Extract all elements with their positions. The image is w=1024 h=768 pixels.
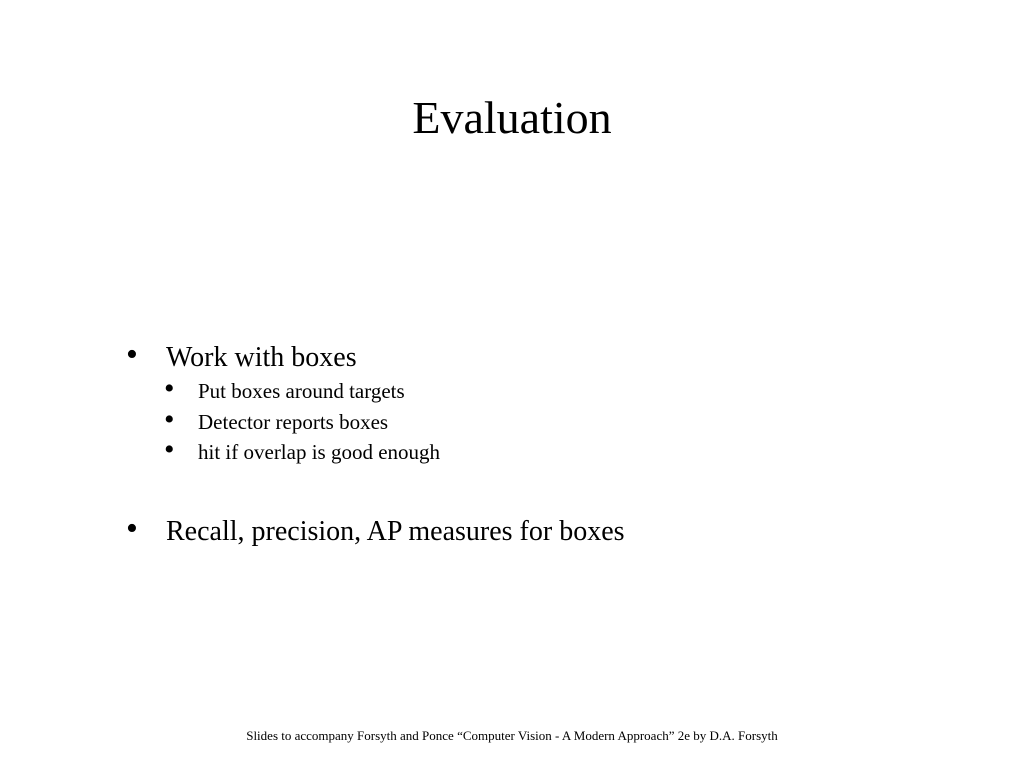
sub-bullet-text: Put boxes around targets	[198, 379, 405, 403]
sub-bullet-dot-icon: •	[164, 433, 175, 466]
bullet-dot-icon: •	[126, 510, 138, 547]
slide-title: Evaluation	[412, 92, 612, 143]
bullet-text: Work with boxes	[166, 342, 357, 373]
sub-bullet-text: Detector reports boxes	[198, 410, 389, 434]
bullet-text: Recall, precision, AP measures for boxes	[166, 516, 625, 547]
bullet-dot-icon: •	[126, 336, 138, 373]
sub-bullet-text: hit if overlap is good enough	[198, 440, 441, 464]
sub-bullet-dot-icon: •	[164, 372, 175, 405]
sub-bullet-dot-icon: •	[164, 403, 175, 436]
slide-footer: Slides to accompany Forsyth and Ponce “Computer Vision - A Modern Approach” 2e by D.A. Forsyth	[246, 728, 778, 743]
